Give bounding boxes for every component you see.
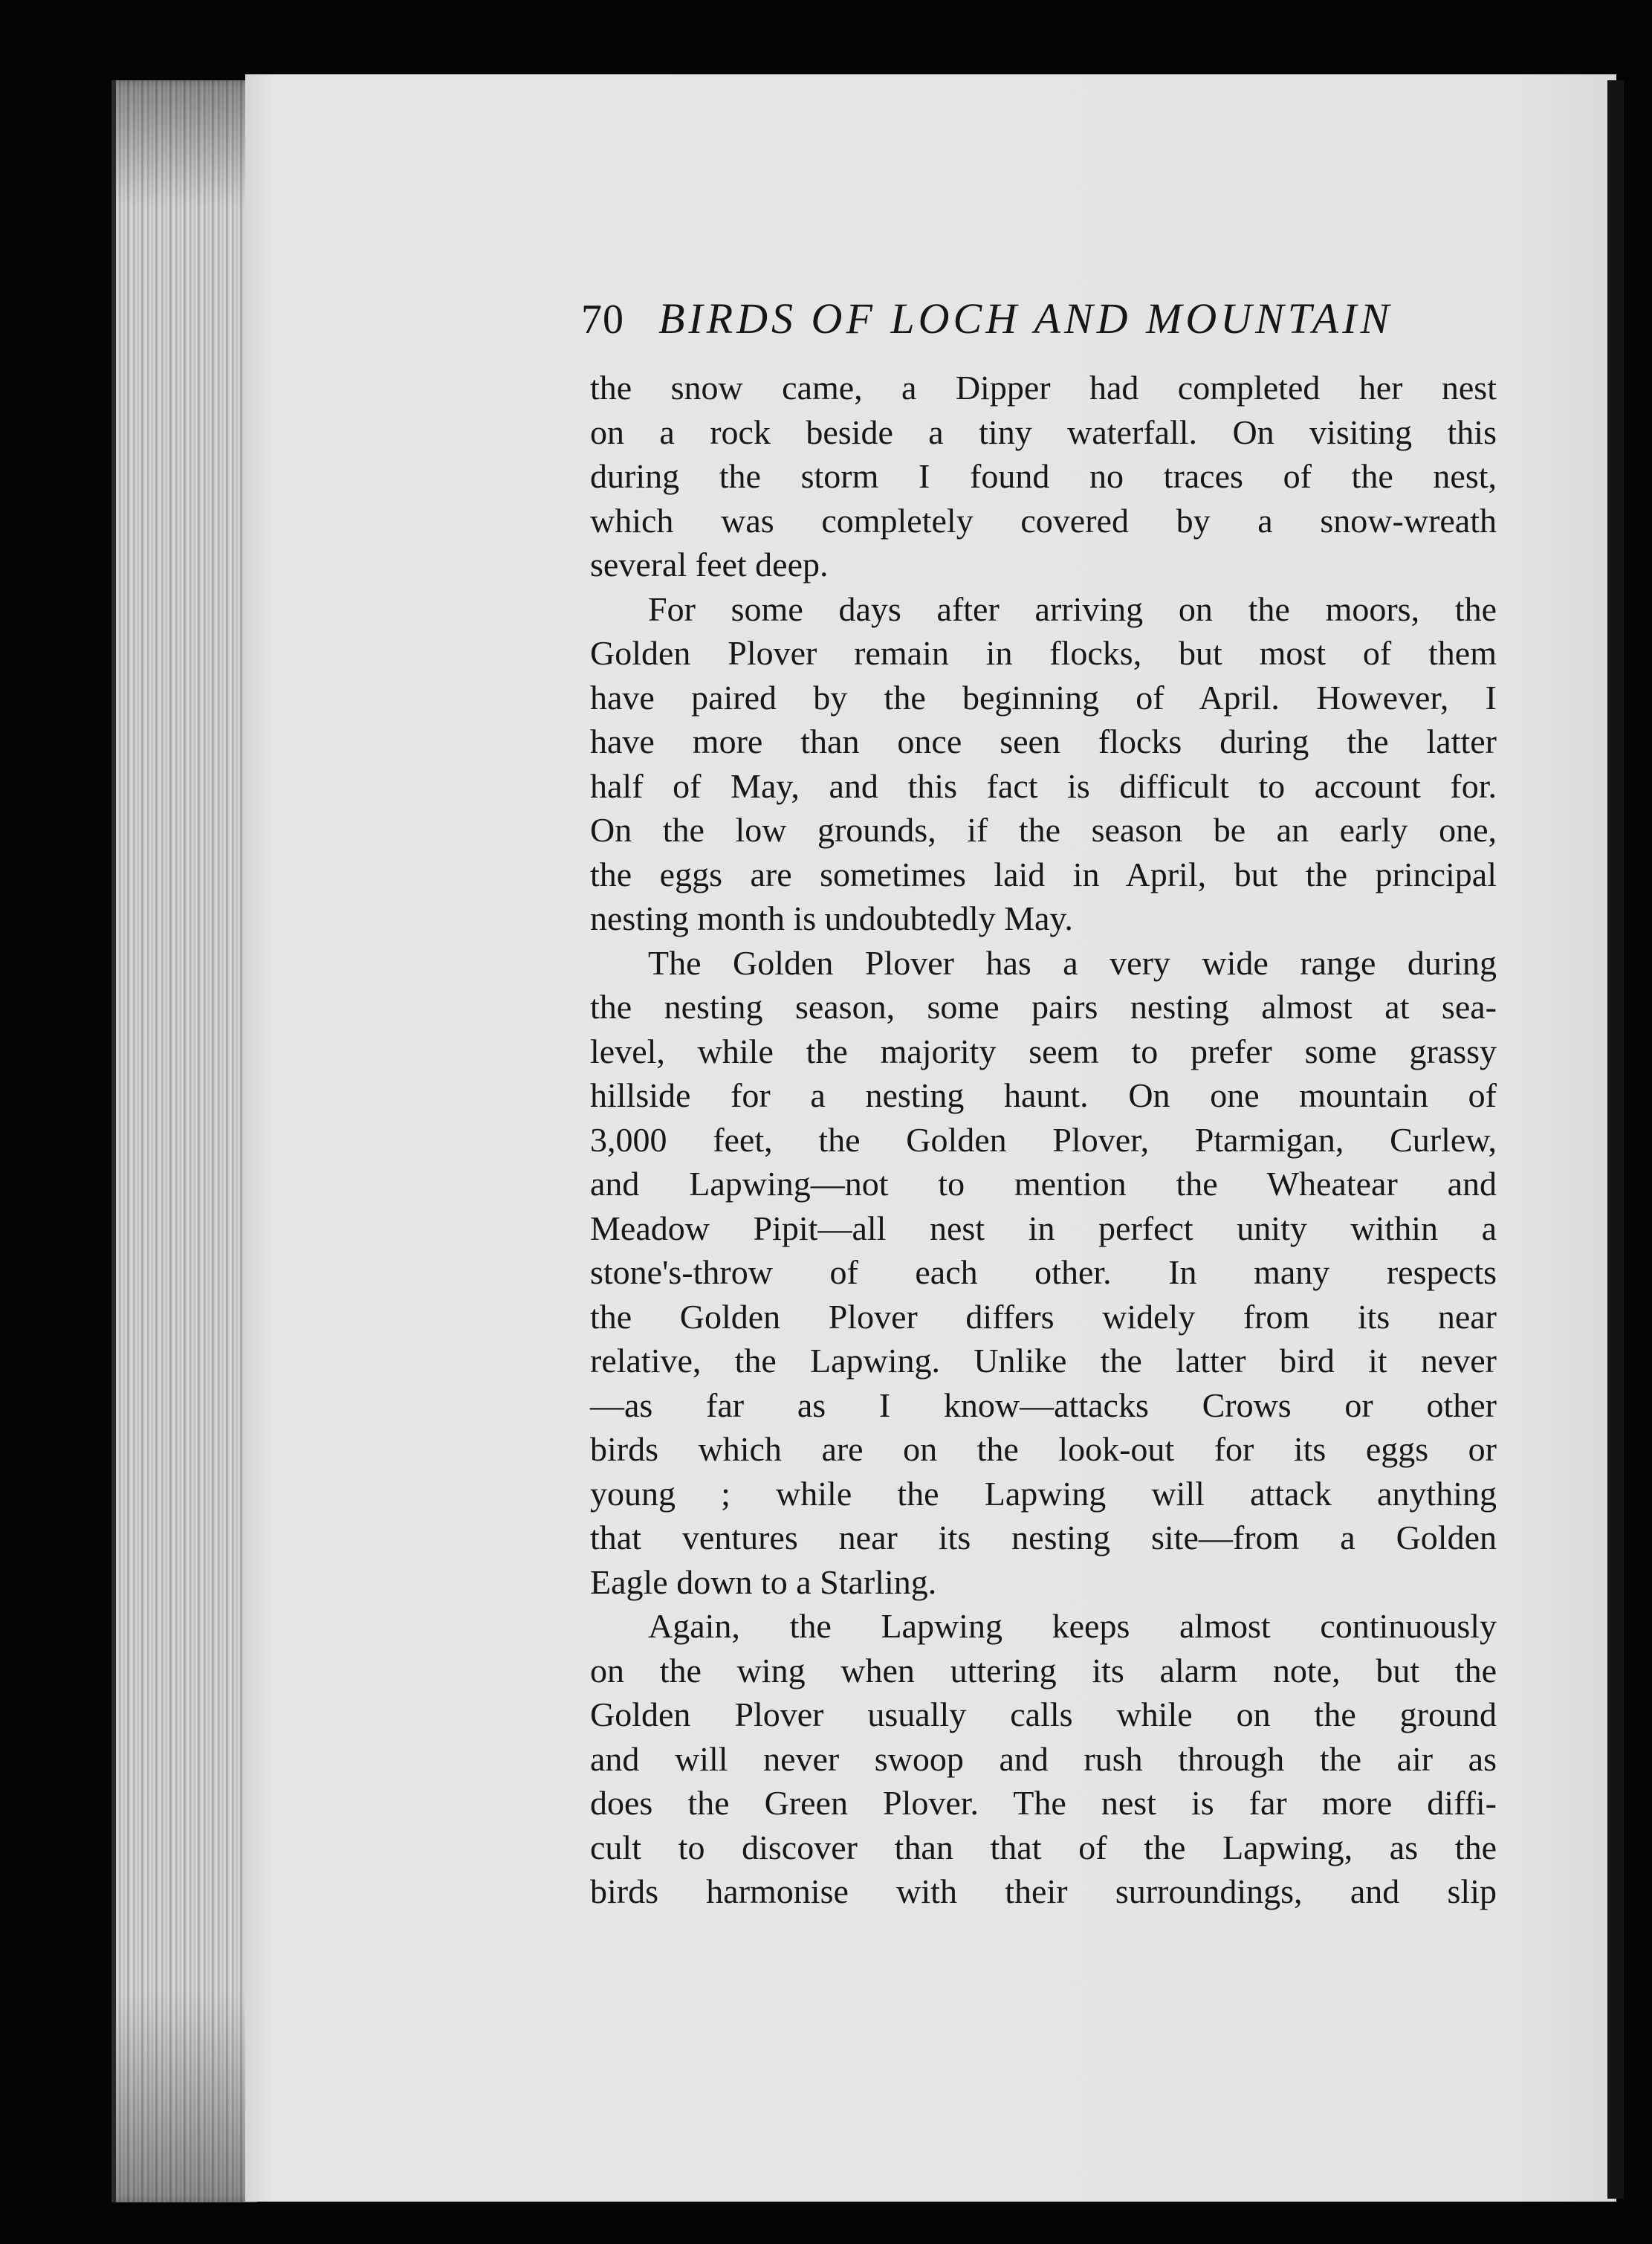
running-header xyxy=(581,294,1399,360)
text-line: the Golden Plover differs widely from its near xyxy=(590,1297,1497,1336)
text-line: nesting month is undoubtedly May. xyxy=(590,899,1073,937)
text-line: the eggs are sometimes laid in April, but the principal xyxy=(590,855,1497,893)
text-line: Golden Plover usually calls while on the ground xyxy=(590,1695,1497,1733)
text-line: on the wing when uttering its alarm note, but the xyxy=(590,1651,1497,1690)
text-line: hillside for a nesting haunt. On one mountain of xyxy=(590,1076,1497,1114)
text-line: have more than once seen flocks during the latter xyxy=(590,722,1497,760)
text-line: during the storm I found no traces of the nest, xyxy=(590,457,1497,495)
text-line: half of May, and this fact is difficult to account for. xyxy=(590,766,1497,805)
text-line: level, while the majority seem to prefer some grassy xyxy=(590,1032,1497,1070)
text-line: Eagle down to a Starling. xyxy=(590,1562,937,1601)
text-line: on a rock beside a tiny waterfall. On visiting this xyxy=(590,413,1497,451)
text-line: does the Green Plover. The nest is far more diffi- xyxy=(590,1784,1497,1822)
text-line: which was completely covered by a snow-wreath xyxy=(590,501,1497,540)
running-title: BIRDS OF LOCH AND MOUNTAIN xyxy=(658,294,1393,343)
text-line: The Golden Plover has a very wide range during xyxy=(648,943,1497,982)
text-line: cult to discover than that of the Lapwing, as the xyxy=(590,1828,1497,1866)
body-text xyxy=(590,366,1497,1914)
text-line: and will never swoop and rush through the air as xyxy=(590,1739,1497,1778)
text-line: Golden Plover remain in flocks, but most of them xyxy=(590,634,1497,672)
text-line: the snow came, a Dipper had completed her nest xyxy=(590,369,1497,407)
text-line: —as far as I know—attacks Crows or other xyxy=(590,1385,1497,1424)
text-line: relative, the Lapwing. Unlike the latter bird it never xyxy=(590,1342,1497,1380)
page-edges xyxy=(111,80,257,2202)
text-line: birds harmonise with their surroundings, and slip xyxy=(590,1872,1497,1910)
text-line: Meadow Pipit—all nest in perfect unity within a xyxy=(590,1209,1497,1247)
text-line: birds which are on the look-out for its eggs or xyxy=(590,1430,1497,1468)
text-line: have paired by the beginning of April. However, I xyxy=(590,678,1497,717)
text-line: For some days after arriving on the moors, the xyxy=(648,589,1497,628)
page-number: 70 xyxy=(581,297,624,343)
text-line: and Lapwing—not to mention the Wheatear and xyxy=(590,1165,1497,1203)
text-line: On the low grounds, if the season be an early one, xyxy=(590,811,1497,849)
text-line: that ventures near its nesting site—from a Golden xyxy=(590,1519,1497,1556)
text-line: young ; while the Lapwing will attack anything xyxy=(590,1474,1497,1513)
text-line: several feet deep. xyxy=(590,546,829,583)
text-line: Again, the Lapwing keeps almost continuously xyxy=(648,1607,1497,1645)
text-line: 3,000 feet, the Golden Plover, Ptarmigan, Curlew, xyxy=(590,1120,1497,1159)
text-line: stone's-throw of each other. In many respects xyxy=(590,1253,1497,1291)
text-line: the nesting season, some pairs nesting almost at sea- xyxy=(590,988,1497,1026)
book-cover-edge xyxy=(1607,80,1624,2199)
